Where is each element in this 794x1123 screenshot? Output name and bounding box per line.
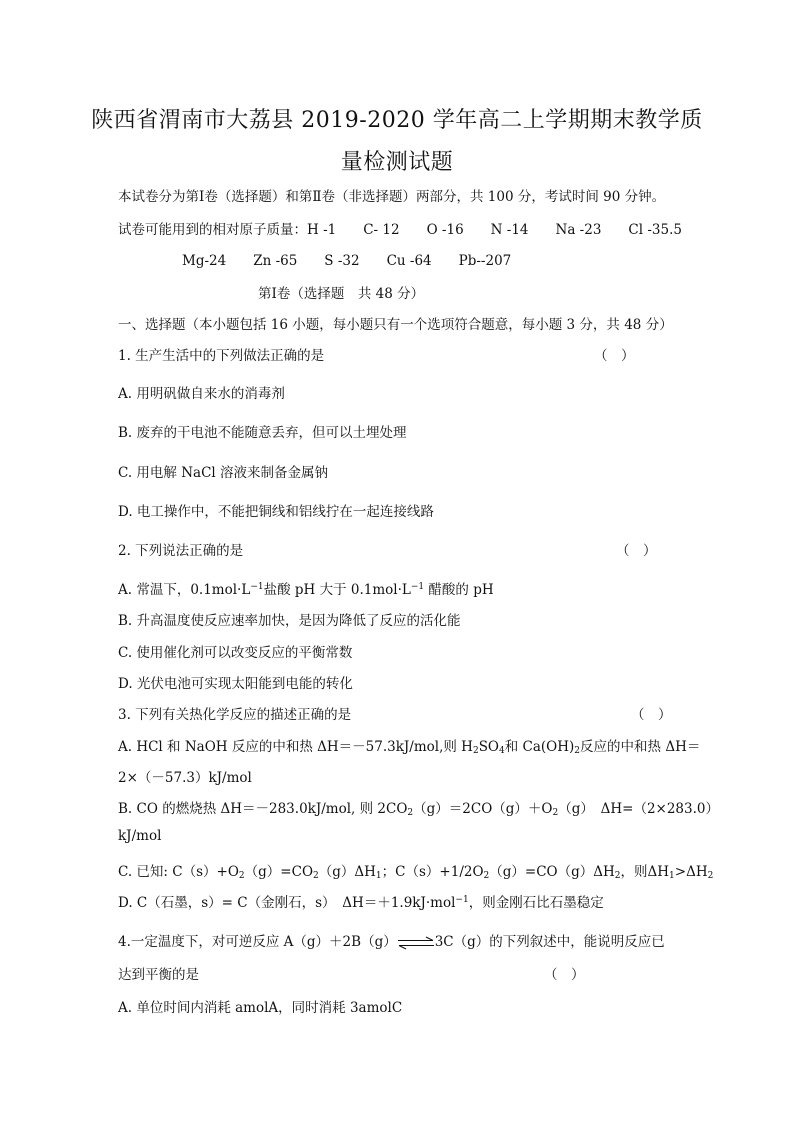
q1-option-a: A. 用明矾做自来水的消毒剂 <box>118 386 285 402</box>
q3-option-a: A. HCl 和 NaOH 反应的中和热 ΔH＝－57.3kJ/mol,则 H2SO4和 Ca(OH)2反应的中和热 ΔH＝ <box>118 739 701 756</box>
q1-option-d: D. 电工操作中，不能把铜线和铝线拧在一起连接线路 <box>118 504 434 520</box>
q4-answer-paren: （ ） <box>544 967 585 983</box>
q4-stem-continued: 达到平衡的是 <box>118 967 199 983</box>
q1-option-b: B. 废弃的干电池不能随意丢弃，但可以土埋处理 <box>118 425 407 441</box>
q3-stem: 3. 下列有关热化学反应的描述正确的是 <box>118 707 352 723</box>
section-heading: 第Ⅰ卷（选择题 共 48 分） <box>258 286 425 302</box>
q3-option-b-continued: kJ/mol <box>118 828 162 844</box>
q2-option-a: A. 常温下，$0.1mol\cdot L^{-1}$盐酸 pH 大于 $0.1mol\cdot L^{-1}$ 醋酸的 pH <box>118 582 494 598</box>
q2-option-b: B. 升高温度使反应速率加快，是因为降低了反应的活化能 <box>118 613 461 629</box>
q3-option-a-continued: 2×（－57.3）kJ/mol <box>118 770 252 786</box>
q3-option-c: C. 已知: C（s）+O2（g）=CO2（g）ΔH1；C（s）+1/2O2（g）=CO（g）ΔH2，则ΔH1>ΔH2 <box>118 864 714 881</box>
q1-answer-paren: （ ） <box>594 348 635 364</box>
q2-option-c: C. 使用催化剂可以改变反应的平衡常数 <box>118 645 353 661</box>
q4-stem: 4.一定温度下，对可逆反应 A（g）＋2B（g） 3C（g）的下列叙述中，能说明反应已 <box>118 934 665 950</box>
q4-option-a: A. 单位时间内消耗 amolA，同时消耗 3amolC <box>118 1000 403 1016</box>
exam-title-line1: 陕西省渭南市大荔县 2019-2020 学年高二上学期期末教学质 <box>91 108 703 133</box>
section-instruction: 一、选择题（本小题包括 16 小题，每小题只有一个选项符合题意，每小题 3 分，共 48 分） <box>118 317 673 333</box>
q3-answer-paren: （ ） <box>631 707 672 723</box>
atomic-mass-line2: Mg-24 Zn -65 S -32 Cu -64 Pb--207 <box>182 253 512 269</box>
q1-option-c: C. 用电解 NaCl 溶液来制备金属钠 <box>118 465 329 481</box>
exam-title-line2: 量检测试题 <box>340 150 454 175</box>
atomic-mass-line1: 试卷可能用到的相对原子质量：H -1 C- 12 O -16 N -14 Na -23 Cl -35.5 <box>118 222 682 238</box>
q2-stem: 2. 下列说法正确的是 <box>118 543 244 559</box>
reversible-arrow-icon <box>397 936 435 950</box>
q1-stem: 1. 生产生活中的下列做法正确的是 <box>118 348 325 364</box>
q2-answer-paren: （ ） <box>616 543 657 559</box>
q2-option-d: D. 光伏电池可实现太阳能到电能的转化 <box>118 676 353 692</box>
intro-line1: 本试卷分为第Ⅰ卷（选择题）和第Ⅱ卷（非选择题）两部分，共 100 分，考试时间 90 分钟。 <box>118 189 666 205</box>
q3-option-b: B. CO 的燃烧热 ΔH＝－283.0kJ/mol, 则 2CO2（g）＝2CO（g）＋O2（g） ΔH=（2×283.0） <box>118 801 719 818</box>
q3-option-d: D. C（石墨，s）= C（金刚石，s） ΔH＝＋1.9kJ·mol$^{-1}$，则金刚石比石墨稳定 <box>118 895 604 911</box>
